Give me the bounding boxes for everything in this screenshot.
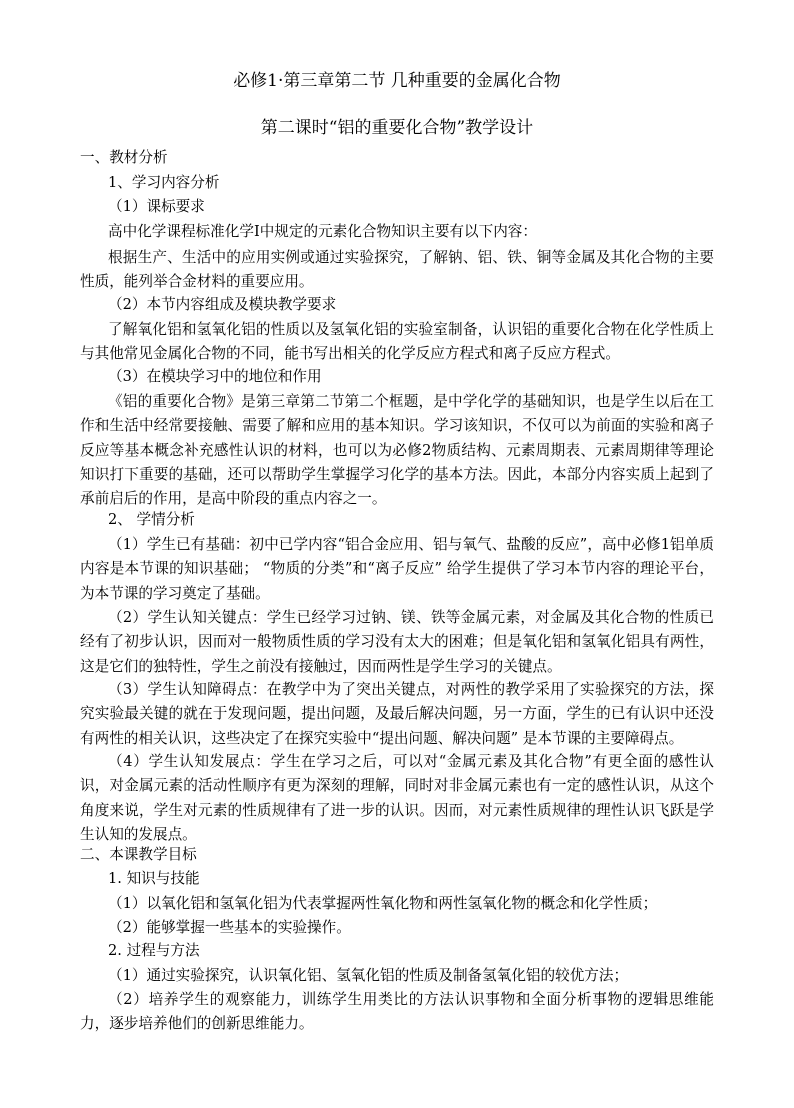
- paragraph-8: （4）学生认知发展点：学生在学习之后，可以对“金属元素及其化合物”有更全面的感性认识，对金属元素的活动性顺序有更为深刻的理解，同时对非金属元素也有一定的感性认识，从这个角度来说，学生对元素的性质规律有了进一步的认识。因而，对元素性质规律的理性认识飞跃是学生认知的发展点。: [80, 753, 714, 843]
- paragraph-11: （1）通过实验探究，认识氧化铝、氢氧化铝的性质及制备氢氧化铝的较优方法；: [108, 967, 629, 984]
- paragraph-10: （2）能够掌握一些基本的实验操作。: [108, 919, 351, 936]
- section-heading-2: 二、本课教学目标: [80, 846, 197, 863]
- document-title: 必修1·第三章第二节 几种重要的金属化合物: [233, 71, 561, 91]
- document-subtitle: 第二课时“铝的重要化合物”教学设计: [260, 118, 534, 138]
- section-heading-1: 一、教材分析: [80, 149, 168, 166]
- paragraph-3: 了解氧化铝和氢氧化铝的性质以及氢氧化铝的实验室制备，认识铝的重要化合物在化学性质上与其他常见金属化合物的不同，能书写出相关的化学反应方程式和离子反应方程式。: [80, 321, 714, 363]
- subsection-heading-1-1: 1、学习内容分析: [108, 174, 220, 191]
- paragraph-7: （3）学生认知障碍点：在教学中为了突出关键点，对两性的教学采用了实验探究的方法，探究实验最关键的就在于发现问题，提出问题，及最后解决问题，另一方面，学生的已有认识中还没有两性的相关认识，这些决定了在探究实验中“提出问题、解决问题” 是本节课的主要障碍点。: [80, 681, 714, 747]
- subsection-heading-2-2: 2. 过程与方法: [108, 942, 200, 959]
- subsection-heading-1-2: 2、 学情分析: [108, 511, 195, 528]
- subsection-heading-2-1: 1. 知识与技能: [108, 870, 200, 887]
- paragraph-12: （2）培养学生的观察能力，训练学生用类比的方法认识事物和全面分析事物的逻辑思维能力，逐步培养他们的创新思维能力。: [80, 991, 714, 1033]
- item-heading-1-1-1: （1）课标要求: [108, 198, 205, 215]
- item-heading-1-1-3: （3）在模块学习中的地位和作用: [108, 368, 322, 385]
- paragraph-1: 高中化学课程标准化学I中规定的元素化合物知识主要有以下内容：: [108, 223, 537, 240]
- paragraph-6: （2）学生认知关键点：学生已经学习过钠、镁、铁等金属元素，对金属及其化合物的性质已经有了初步认识，因而对一般物质性质的学习没有太大的困难；但是氧化铝和氢氧化铝具有两性，这是它们的独特性，学生之前没有接触过，因而两性是学生学习的关键点。: [80, 609, 714, 675]
- item-heading-1-1-2: （2）本节内容组成及模块教学要求: [108, 296, 337, 313]
- paragraph-5: （1）学生已有基础：初中已学内容“铝合金应用、铝与氧气、盐酸的反应”，高中必修1铝单质内容是本节课的知识基础； “物质的分类”和“离子反应” 给学生提供了学习本节内容的理论平台，为本节课的学习奠定了基础。: [80, 536, 714, 602]
- paragraph-4: 《铝的重要化合物》是第三章第二节第二个框题，是中学化学的基础知识，也是学生以后在工作和生活中经常要接触、需要了解和应用的基本知识。学习该知识，不仅可以为前面的实验和离子反应等基本概念补充感性认识的材料，也可以为必修2物质结构、元素周期表、元素周期律等理论知识打下重要的基础，还可以帮助学生掌握学习化学的基本方法。因此，本部分内容实质上起到了承前启后的作用，是高中阶段的重点内容之一。: [80, 393, 714, 508]
- paragraph-2: 根据生产、生活中的应用实例或通过实验探究，了解钠、铝、铁、铜等金属及其化合物的主要性质，能列举合金材料的重要应用。: [80, 249, 714, 291]
- paragraph-9: （1）以氧化铝和氢氧化铝为代表掌握两性氧化物和两性氢氧化物的概念和化学性质；: [108, 895, 658, 912]
